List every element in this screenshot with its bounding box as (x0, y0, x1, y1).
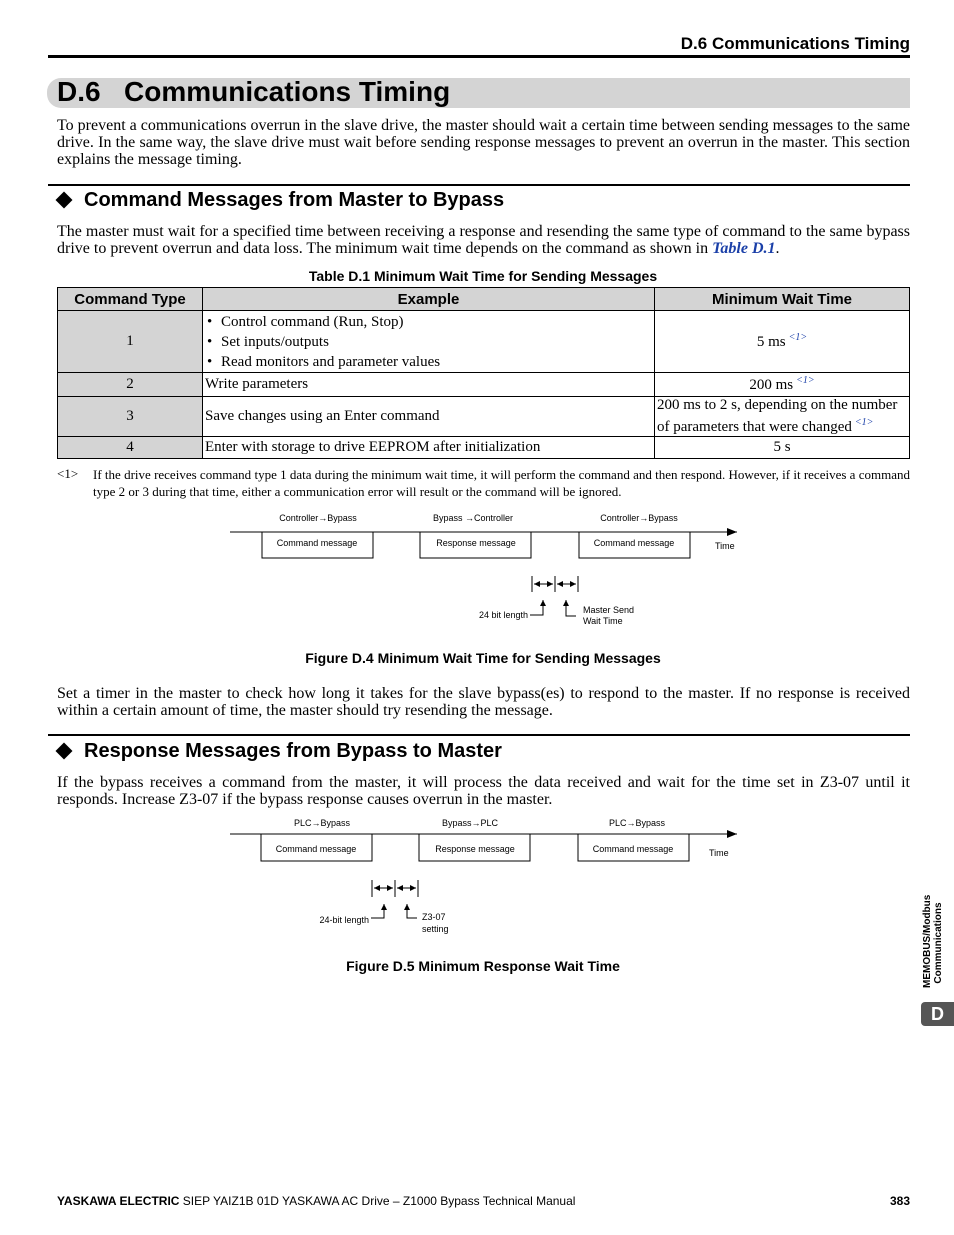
time-label: Time (709, 848, 729, 858)
leader-line (407, 904, 417, 918)
table-row (58, 373, 910, 397)
example-cell: Enter with storage to drive EEPROM after initialization (203, 437, 655, 459)
box-label: Command message (592, 844, 674, 854)
section-rule-1 (48, 184, 910, 186)
bit-length-label: 24 bit length (478, 610, 528, 620)
table-header-row (58, 288, 910, 311)
running-header: D.6 Communications Timing (680, 34, 910, 53)
figure-caption: Figure D.4 Minimum Wait Time for Sending Messages (305, 650, 661, 666)
page-title (57, 76, 450, 108)
command-type-cell: 2 (58, 373, 203, 397)
wait-time-label: setting (422, 924, 449, 934)
example-cell (203, 311, 655, 373)
command-type-cell: 3 (58, 397, 203, 437)
footnote-text: If the drive receives command type 1 data during the minimum wait time, it will perform the command and then respond. However, if it receives a command type 2 or 3 during that time, either a communication error will result or the command will be ignored. (93, 467, 910, 499)
diagram-label: Controller→Bypass (600, 513, 678, 523)
table-caption: Table D.1 Minimum Wait Time for Sending Messages (308, 268, 658, 284)
section-heading-text: Response Messages from Bypass to Master (84, 740, 502, 762)
footer-doc: SIEP YAIZ1B 01D YASKAWA AC Drive – Z1000 Bypass Technical Manual (179, 1194, 576, 1208)
footnote-ref[interactable]: <1> (854, 417, 874, 428)
wait-time-value: 200 ms to 2 s, depending on the number of parameters that were changed (657, 397, 898, 435)
side-tab-line: Communications (933, 902, 944, 984)
table-row (58, 311, 910, 373)
diagram-label: PLC→Bypass (608, 818, 666, 828)
command-type-cell: 4 (58, 437, 203, 459)
box-label: Response message (436, 538, 516, 548)
chapter-tab[interactable]: D (921, 1002, 954, 1026)
box-label: Response message (435, 844, 515, 854)
intro-paragraph: To prevent a communications overrun in the slave drive, the master should wait a certain time between sending messages to the same drive. In the same way, the slave drive must wait before sending response messages to prevent an overrun in the master. This section explains the message timing. (57, 117, 910, 168)
footnote-mark: <1> (57, 466, 79, 481)
section-heading-command (56, 189, 504, 212)
column-header: Example (203, 288, 655, 311)
wait-time-cell (655, 397, 910, 437)
footnote-ref[interactable]: <1> (788, 332, 808, 343)
timing-diagram-response (0, 812, 954, 942)
wait-time-cell (655, 373, 910, 397)
paragraph-end: . (775, 240, 780, 257)
example-list (205, 312, 652, 372)
column-header: Minimum Wait Time (655, 288, 910, 311)
example-cell: Write parameters (203, 373, 655, 397)
figure-caption: Figure D.5 Minimum Response Wait Time (346, 958, 620, 974)
box-label: Command message (275, 844, 357, 854)
diagram-label: Bypass →Controller (432, 513, 514, 523)
section-rule-2 (48, 734, 910, 736)
header-rule (48, 55, 910, 58)
section-title: Communications Timing (124, 76, 451, 107)
timing-diagram-send (0, 505, 954, 635)
wait-time-label: Master Send (583, 605, 635, 615)
side-tab-label (922, 894, 952, 988)
section-number: D.6 (57, 76, 101, 107)
diamond-bullet-icon (56, 742, 73, 759)
time-label: Time (715, 541, 735, 551)
section-heading-text: Command Messages from Master to Bypass (84, 189, 505, 211)
table-row (58, 437, 910, 459)
paragraph-text: The master must wait for a specified time between receiving a response and resending the same type of command to the same bypass drive to prevent overrun and data loss. The minimum wait time depends on the command as shown in (57, 223, 910, 257)
wait-time-cell (655, 311, 910, 373)
leader-line (566, 600, 576, 616)
column-header: Command Type (58, 288, 203, 311)
wait-time-value: 200 ms (749, 377, 794, 393)
list-item: • Control command (Run, Stop) (205, 312, 652, 332)
wait-time-label: Wait Time (583, 616, 623, 626)
side-tab-line: MEMOBUS/Modbus (922, 894, 933, 988)
timer-paragraph: Set a timer in the master to check how long it takes for the slave bypass(es) to respond to the master. If no response is received within a certain amount of time, the master should try resending the message. (57, 685, 910, 719)
table-row (58, 397, 910, 437)
wait-time-value: 5 ms (756, 334, 786, 350)
response-paragraph: If the bypass receives a command from the master, it will process the data received and wait for the time set in Z3-07 until it responds. Increase Z3-07 if the bypass response causes overrun in the master. (57, 774, 910, 808)
leader-line (530, 600, 543, 615)
footnote-ref[interactable]: <1> (796, 375, 815, 386)
wait-time-table (57, 287, 910, 459)
diagram-label: PLC→Bypass (293, 818, 351, 828)
page-number: 383 (889, 1194, 910, 1208)
diamond-bullet-icon (56, 191, 73, 208)
section-heading-response (56, 740, 502, 763)
example-cell: Save changes using an Enter command (203, 397, 655, 437)
command-paragraph (57, 223, 910, 257)
box-label: Command message (276, 538, 358, 548)
footer-brand: YASKAWA ELECTRIC (57, 1194, 180, 1208)
leader-line (371, 904, 384, 918)
command-type-cell: 1 (58, 311, 203, 373)
bit-length-label: 24-bit length (319, 915, 369, 925)
table-link[interactable]: Table D.1 (712, 240, 776, 257)
wait-time-cell: 5 s (655, 437, 910, 459)
list-item: • Set inputs/outputs (205, 332, 652, 352)
footer (57, 1194, 575, 1208)
list-item: • Read monitors and parameter values (205, 352, 652, 372)
wait-time-label: Z3-07 (422, 912, 446, 922)
diagram-label: Controller→Bypass (279, 513, 357, 523)
diagram-label: Bypass→PLC (441, 818, 499, 828)
box-label: Command message (593, 538, 675, 548)
